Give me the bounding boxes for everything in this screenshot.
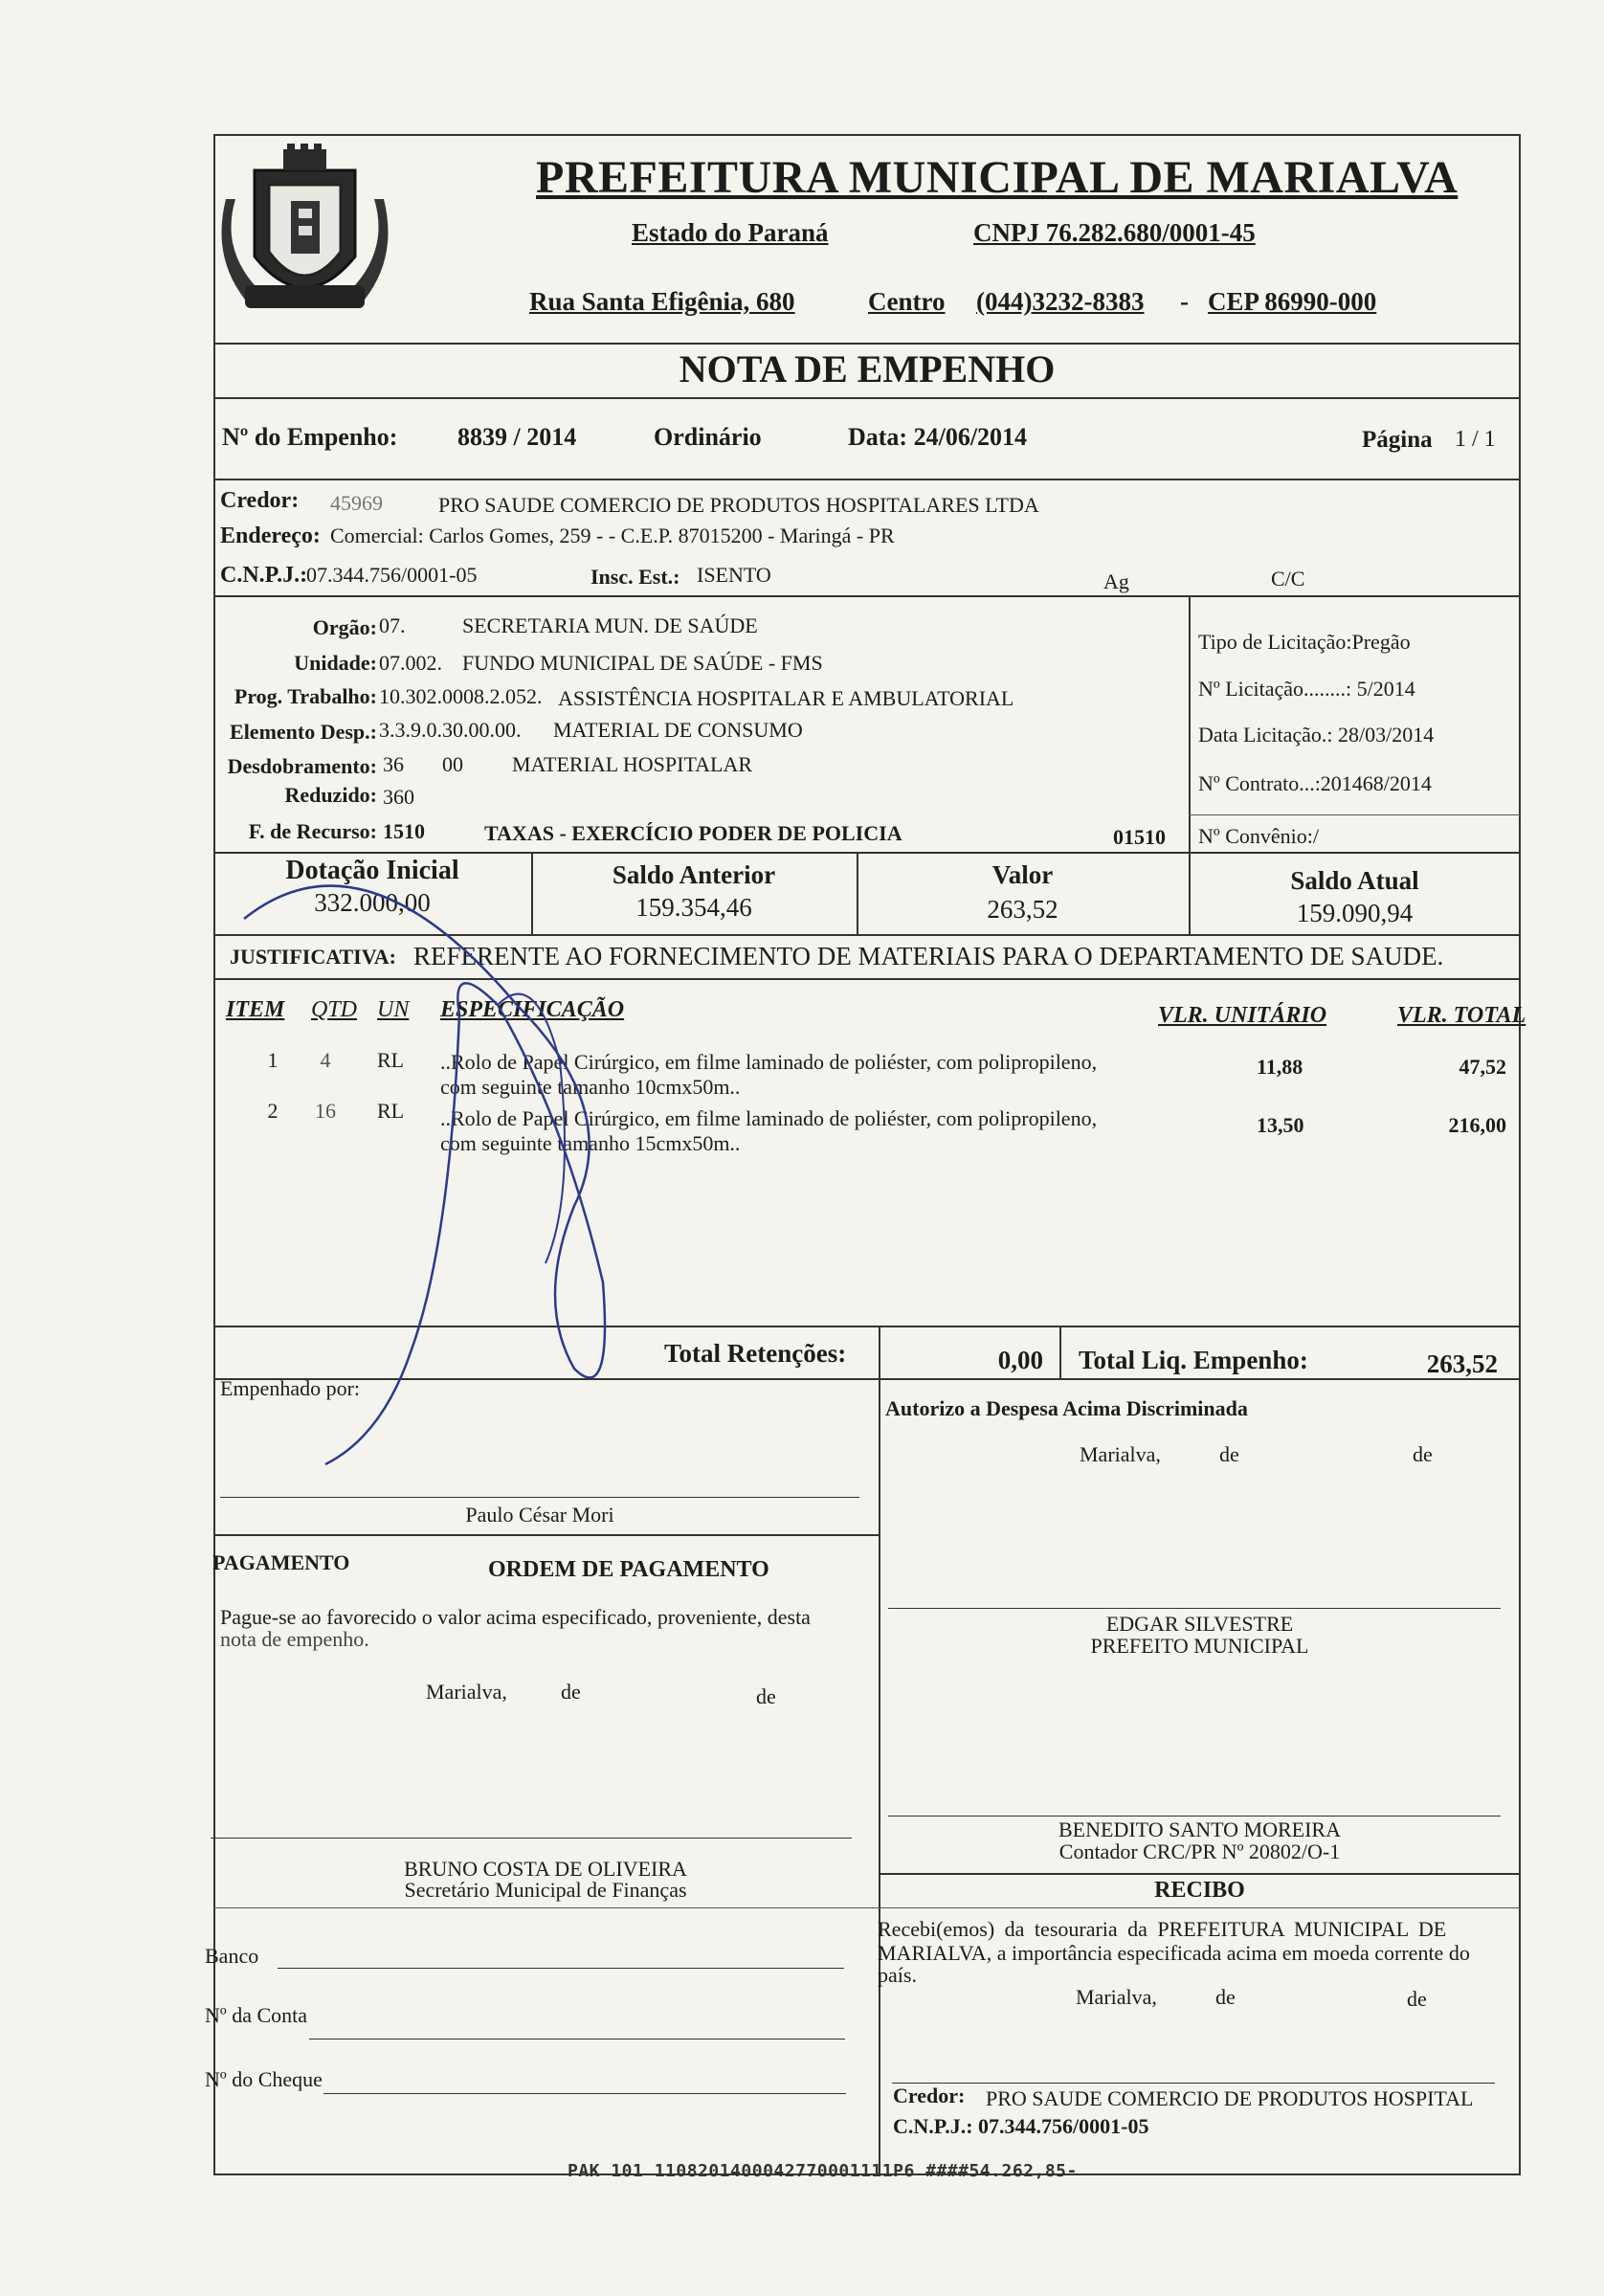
credor-code: 45969 xyxy=(330,491,383,515)
item-2-desc-line1: ..Rolo de Papel Cirúrgico, em filme laminado de poliéster, com polipropileno, xyxy=(440,1106,1098,1130)
col-spec: ESPECIFICAÇÃO xyxy=(440,997,625,1022)
autorizo-de-1: de xyxy=(1219,1442,1239,1466)
elemento-code: 3.3.9.0.30.00.00. xyxy=(379,718,522,742)
valor-value: 263,52 xyxy=(987,895,1058,924)
reduzido-value: 360 xyxy=(383,785,414,809)
recibo-credor-name: PRO SAUDE COMERCIO DE PRODUTOS HOSPITAL xyxy=(986,2086,1474,2110)
page-value: 1 / 1 xyxy=(1455,427,1496,452)
saldo-anterior-value: 159.354,46 xyxy=(635,893,752,922)
empenho-date: Data: 24/06/2014 xyxy=(848,423,1028,451)
insc-label: Insc. Est.: xyxy=(590,565,680,589)
state-name: Estado do Paraná xyxy=(632,218,829,247)
reduzido-label: Reduzido: xyxy=(284,783,377,807)
total-retencoes-label: Total Retenções: xyxy=(664,1339,847,1368)
insc-value: ISENTO xyxy=(697,563,771,587)
desdobramento-sub: 00 xyxy=(442,752,463,776)
empenhado-por-label: Empenhado por: xyxy=(220,1376,361,1400)
pagamento-de-1: de xyxy=(561,1680,581,1704)
credor-address: Comercial: Carlos Gomes, 259 - - C.E.P. 87015200 - Maringá - PR xyxy=(330,524,895,547)
orgao-code: 07. xyxy=(379,613,406,637)
justificativa-label: JUSTIFICATIVA: xyxy=(230,945,397,969)
justificativa-text: REFERENTE AO FORNECIMENTO DE MATERIAIS PARA O DEPARTAMENTO DE SAUDE. xyxy=(413,942,1444,970)
prog-label: Prog. Trabalho: xyxy=(234,684,377,708)
empenho-number: 8839 / 2014 xyxy=(457,423,577,451)
item-2-number: 2 xyxy=(267,1099,278,1123)
document-title: NOTA DE EMPENHO xyxy=(679,347,1056,390)
dotacao-value: 332.000,00 xyxy=(314,888,431,917)
total-liquido-label: Total Liq. Empenho: xyxy=(1079,1346,1308,1374)
desdobramento-name: MATERIAL HOSPITALAR xyxy=(512,752,753,776)
item-1-number: 1 xyxy=(267,1048,278,1072)
recibo-line3: país. xyxy=(878,1963,917,1987)
municipality-title: PREFEITURA MUNICIPAL DE MARIALVA xyxy=(536,152,1459,203)
valor-label: Valor xyxy=(991,860,1054,889)
pagamento-label: PAGAMENTO xyxy=(212,1550,350,1574)
item-2-desc-line2: com seguinte tamanho 15cmx50m.. xyxy=(440,1131,741,1155)
pague-line2: nota de empenho. xyxy=(220,1627,369,1651)
cnpj-label: C.N.P.J.: xyxy=(220,563,308,588)
conta-label: Nº da Conta xyxy=(205,2003,308,2027)
convenio: Nº Convênio:/ xyxy=(1198,824,1319,848)
address-label: Endereço: xyxy=(220,524,321,548)
licitacao-numero: Nº Licitação........: 5/2014 xyxy=(1198,677,1415,701)
authentication-code: PAK 101 1108201400042770001111P6 ####54.262,85- xyxy=(568,2161,1078,2181)
elemento-name: MATERIAL DE CONSUMO xyxy=(553,718,803,742)
pagamento-de-2: de xyxy=(756,1684,776,1708)
recibo-credor-label: Credor: xyxy=(893,2084,966,2107)
phone: (044)3232-8383 xyxy=(976,287,1145,316)
empenho-type: Ordinário xyxy=(654,423,762,451)
col-unit-value: VLR. UNITÁRIO xyxy=(1158,1003,1327,1028)
separator-dash: - xyxy=(1180,287,1189,316)
recibo-line2: MARIALVA, a importância especificada acima em moeda corrente do xyxy=(878,1941,1470,1965)
ordem-pagamento-label: ORDEM DE PAGAMENTO xyxy=(488,1557,769,1582)
recurso-label: F. de Recurso: xyxy=(248,819,377,843)
credor-label: Credor: xyxy=(220,488,300,513)
pagamento-place: Marialva, xyxy=(426,1680,507,1704)
desdobramento-code: 36 xyxy=(383,752,404,776)
secretario-name: BRUNO COSTA DE OLIVEIRA xyxy=(404,1857,687,1881)
col-qtd: QTD xyxy=(311,997,358,1022)
item-2-un: RL xyxy=(377,1099,405,1123)
autorizo-label: Autorizo a Despesa Acima Discriminada xyxy=(885,1396,1248,1420)
recurso-code: 1510 xyxy=(383,819,425,843)
saldo-atual-label: Saldo Atual xyxy=(1290,866,1419,895)
prog-code: 10.302.0008.2.052. xyxy=(379,684,543,708)
orgao-name: SECRETARIA MUN. DE SAÚDE xyxy=(462,613,758,637)
empenhado-por-name: Paulo César Mori xyxy=(465,1503,614,1527)
secretario-role: Secretário Municipal de Finanças xyxy=(404,1878,687,1902)
cheque-label: Nº do Cheque xyxy=(205,2067,323,2091)
recibo-de-1: de xyxy=(1215,1985,1236,2009)
total-retencoes-value: 0,00 xyxy=(997,1346,1043,1374)
recurso-number: 01510 xyxy=(1113,825,1166,849)
recibo-de-2: de xyxy=(1407,1987,1427,2011)
recibo-title: RECIBO xyxy=(1154,1878,1245,1903)
item-2-total-value: 216,00 xyxy=(1448,1113,1506,1137)
pague-line1: Pague-se ao favorecido o valor acima especificado, proveniente, desta xyxy=(220,1605,811,1629)
contrato-number: Nº Contrato...:201468/2014 xyxy=(1198,771,1432,795)
recibo-credor-cnpj: C.N.P.J.: 07.344.756/0001-05 xyxy=(893,2114,1149,2138)
autorizo-place: Marialva, xyxy=(1080,1442,1161,1466)
prefeito-role: PREFEITO MUNICIPAL xyxy=(1090,1634,1309,1658)
unidade-name: FUNDO MUNICIPAL DE SAÚDE - FMS xyxy=(462,651,823,675)
credor-cnpj: 07.344.756/0001-05 xyxy=(306,563,478,587)
col-un: UN xyxy=(377,997,410,1022)
municipality-cnpj: CNPJ 76.282.680/0001-45 xyxy=(973,218,1256,247)
item-2-qtd: 16 xyxy=(315,1099,336,1123)
page-label: Página xyxy=(1362,427,1433,453)
street-address: Rua Santa Efigênia, 680 xyxy=(529,287,795,316)
recurso-name: TAXAS - EXERCÍCIO PODER DE POLICIA xyxy=(484,821,902,845)
elemento-label: Elemento Desp.: xyxy=(230,720,377,744)
empenho-label: Nº do Empenho: xyxy=(222,423,398,451)
unidade-label: Unidade: xyxy=(294,651,377,675)
prog-name: ASSISTÊNCIA HOSPITALAR E AMBULATORIAL xyxy=(558,686,1014,710)
cc-label: C/C xyxy=(1271,567,1305,591)
contador-role: Contador CRC/PR Nº 20802/O-1 xyxy=(1058,1839,1341,1863)
col-item: ITEM xyxy=(226,997,285,1022)
item-2-unit-value: 13,50 xyxy=(1257,1113,1304,1137)
item-1-desc-line2: com seguinte tamanho 10cmx50m.. xyxy=(440,1075,741,1099)
orgao-label: Orgão: xyxy=(312,615,377,639)
contador-name: BENEDITO SANTO MOREIRA xyxy=(1058,1817,1341,1841)
item-1-total-value: 47,52 xyxy=(1459,1055,1506,1079)
col-total-value: VLR. TOTAL xyxy=(1397,1003,1526,1028)
recibo-place: Marialva, xyxy=(1076,1985,1157,2009)
prefeito-name: EDGAR SILVESTRE xyxy=(1105,1612,1294,1636)
item-1-desc-line1: ..Rolo de Papel Cirúrgico, em filme laminado de poliéster, com polipropileno, xyxy=(440,1050,1098,1074)
licitacao-tipo: Tipo de Licitação:Pregão xyxy=(1198,630,1411,654)
item-1-qtd: 4 xyxy=(320,1048,331,1072)
district: Centro xyxy=(868,287,946,316)
item-1-unit-value: 11,88 xyxy=(1257,1055,1303,1079)
item-1-un: RL xyxy=(377,1048,405,1072)
saldo-anterior-label: Saldo Anterior xyxy=(612,860,776,889)
banco-label: Banco xyxy=(205,1944,259,1968)
total-liquido-value: 263,52 xyxy=(1426,1349,1498,1378)
dotacao-label: Dotação Inicial xyxy=(285,856,459,885)
autorizo-de-2: de xyxy=(1413,1442,1433,1466)
cep: CEP 86990-000 xyxy=(1208,287,1377,316)
licitacao-data: Data Licitação.: 28/03/2014 xyxy=(1198,723,1435,747)
credor-name: PRO SAUDE COMERCIO DE PRODUTOS HOSPITALARES LTDA xyxy=(438,493,1039,517)
unidade-code: 07.002. xyxy=(379,651,442,675)
ag-label: Ag xyxy=(1103,569,1129,593)
recibo-line1: Recebi(emos) da tesouraria da PREFEITURA MUNICIPAL DE xyxy=(878,1917,1447,1941)
saldo-atual-value: 159.090,94 xyxy=(1296,899,1414,927)
desdobramento-label: Desdobramento: xyxy=(227,754,377,778)
